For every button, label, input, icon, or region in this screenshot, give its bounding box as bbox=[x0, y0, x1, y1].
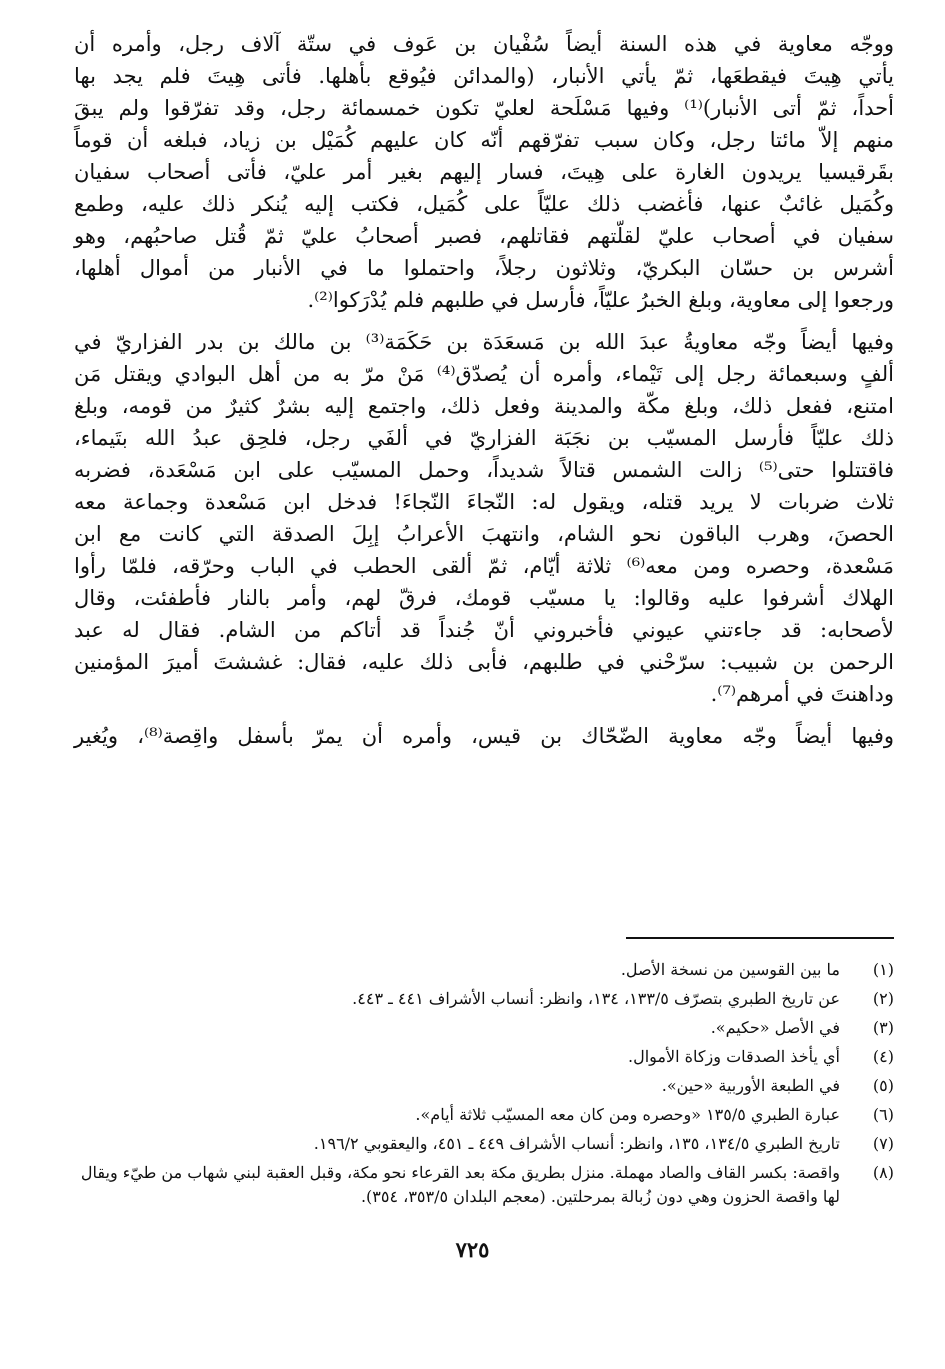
footnote-text: عن تاريخ الطبري بتصرّف ١٣٣/٥، ١٣٤، وانظر: أنساب الأشراف ٤٤١ ـ ٤٤٣. bbox=[352, 989, 840, 1008]
footnote bbox=[74, 1132, 894, 1156]
text-line: ألفٍ وسبعمائة رجل إلى تَيْماء، وأمره أن يُصدّق⁽⁴⁾ مَنْ مرّ به من أهل البوادي ويقتل مَن bbox=[74, 362, 895, 386]
footnote bbox=[74, 958, 894, 982]
footnote bbox=[74, 1103, 894, 1127]
text-line: أشرس بن حسّان البكريّ، وثلاثون رجلاً، واحتملوا ما في الأنبار من أموال أهلها، bbox=[74, 256, 894, 280]
page-number: ٧٢٥ bbox=[455, 1237, 490, 1262]
text-line: ذلك عليّاً فأرسل المسيّب بن نجَبَة الفزاريّ في ألفَي رجل، فلحِق عبدُ الله بتَيماء، bbox=[74, 426, 894, 450]
text-line: فاقتتلوا حتى⁽⁵⁾ زالت الشمس قتالاً شديداً، وحمل المسيّب على ابن مَسْعَدة، فضربه bbox=[74, 458, 894, 482]
paragraph-1 bbox=[74, 28, 894, 316]
footnote-text: في الطبعة الأوربية «حين». bbox=[661, 1076, 840, 1095]
text-line: لأصحابه: قد جاءتني عيوني فأخبروني أنّ جُنداً قد أتاكم من الشام. فقال له عبد bbox=[74, 618, 894, 642]
text-line: ووجّه معاوية في هذه السنة أيضاً سُفْيان بن عَوف في ستّة آلاف رجل، وأمره أن bbox=[74, 32, 894, 56]
footnote-separator bbox=[626, 937, 894, 939]
paragraph-3 bbox=[74, 720, 894, 752]
text-line: بقَرقيسيا يريدون الغارة على هِيتَ، فسار إليهم بغير أمر عليّ، فأتى أصحاب سفيان bbox=[74, 160, 894, 184]
footnote-text: واقصة: بكسر القاف والصاد مهملة. منزل بطريق مكة بعد القرعاء نحو مكة، وقبل العقبة لبني شهاب من طيّء ويقال لها واقصة الحزون وهي دون زُبالة بمرحلتين. (معجم البلدان ٣٥٣/٥، ٣٥٤). bbox=[80, 1163, 840, 1206]
footnote-text: في الأصل «حكيم». bbox=[710, 1018, 840, 1037]
text-line: مَسْعدة، وحصره ومن معه⁽⁶⁾ ثلاثة أيّام، ثمّ ألقى الحطب في الباب وحرّقه، فلمّا رأوا bbox=[74, 554, 894, 578]
footnote bbox=[74, 1161, 894, 1209]
text-line: يأتي هِيتَ فيقطعَها، ثمّ يأتي الأنبار، (والمدائن فيُوقع بأهلها. فأتى هِيتَ فلم يجد بها bbox=[74, 64, 894, 88]
text-line: امتنع، ففعل ذلك، وبلغ مكّة والمدينة وفعل ذلك، واجتمع إليه بشرٌ كثيرٌ من قومه، وبلغ bbox=[74, 394, 894, 418]
main-text bbox=[74, 28, 894, 762]
paragraph-2 bbox=[74, 326, 894, 710]
text-line: أحداً، ثمّ أتى الأنبار)⁽¹⁾ وفيها مَسْلَحة لعليّ تكون خمسمائة رجل، وقد تفرّقوا ولم يبقَ bbox=[74, 96, 894, 120]
footnote-number: (٦) bbox=[872, 1105, 894, 1124]
footnote-number: (٥) bbox=[872, 1076, 894, 1095]
footnote bbox=[74, 1016, 894, 1040]
text-line: الهلاك أشرفوا عليه وقالوا: يا مسيّب قومك، فرقّ لهم، وأمر بالنار فأطفئت، وقال bbox=[74, 586, 894, 610]
text-line: الرحمن بن شبيب: سرّحْني في طلبهم، فأبى ذلك عليه، فقال: غششتَ أميرَ المؤمنين bbox=[74, 650, 894, 674]
footnote-number: (٢) bbox=[872, 989, 894, 1008]
footnote-number: (٨) bbox=[872, 1163, 894, 1182]
footnote-text: أي يأخذ الصدقات وزكاة الأموال. bbox=[628, 1047, 840, 1066]
text-line: وداهنتَ في أمرهم⁽⁷⁾. bbox=[710, 682, 894, 706]
footnote-number: (٣) bbox=[872, 1018, 894, 1037]
footnotes bbox=[74, 958, 894, 1214]
text-line: وفيها أيضاً وجّه معاوية الضّحّاك بن قيس، وأمره أن يمرّ بأسفل واقِصة⁽⁸⁾، ويُغير bbox=[74, 724, 895, 748]
text-line: سفيان في أصحاب عليّ لقلّتهم فقاتلهم، فصبر أصحابُ عليّ ثمّ قُتل صاحبُهم، وهو bbox=[74, 224, 894, 248]
text-line: وكُمَيل غائبٌ عنها، فأغضب ذلك عليّاً على كُمَيل، فكتب إليه يُنكر ذلك عليه، وطمع bbox=[74, 192, 894, 216]
footnote bbox=[74, 1045, 894, 1069]
text-line: وفيها أيضاً وجّه معاويةُ عبدَ الله بن مَسعَدَة بن حَكَمَة⁽³⁾ بن مالك بن بدر الفزاريّ في bbox=[74, 330, 894, 354]
text-line: الحصنَ، وهرب الباقون نحو الشام، وانتهبَ الأعرابُ إبِلَ الصدقة التي كانت مع ابن bbox=[74, 522, 894, 546]
text-line: ثلاث ضربات لا يريد قتله، ويقول له: النّجاءَ النّجاءَ! فدخل ابن مَسْعدة وجماعة معه bbox=[74, 490, 894, 514]
footnote-number: (٧) bbox=[872, 1134, 894, 1153]
footnote bbox=[74, 1074, 894, 1098]
text-line: منهم إلاّ مائتا رجل، وكان سبب تفرّقهم أنّه كان عليهم كُمَيْل بن زياد، فبلغه أن قوماً bbox=[74, 128, 894, 152]
footnote-text: ما بين القوسين من نسخة الأصل. bbox=[620, 960, 840, 979]
footnote bbox=[74, 987, 894, 1011]
footnote-number: (١) bbox=[872, 960, 894, 979]
footnote-text: عبارة الطبري ١٣٥/٥ «وحصره ومن كان معه المسيّب ثلاثة أيام». bbox=[415, 1105, 840, 1124]
footnote-number: (٤) bbox=[872, 1047, 894, 1066]
footnote-text: تاريخ الطبري ١٣٤/٥، ١٣٥، وانظر: أنساب الأشراف ٤٤٩ ـ ٤٥١، واليعقوبي ١٩٦/٢. bbox=[313, 1134, 840, 1153]
text-line: ورجعوا إلى معاوية، وبلغ الخبرُ عليّاً، فأرسل في طلبهم فلم يُدْرَكوا⁽²⁾. bbox=[307, 288, 894, 312]
